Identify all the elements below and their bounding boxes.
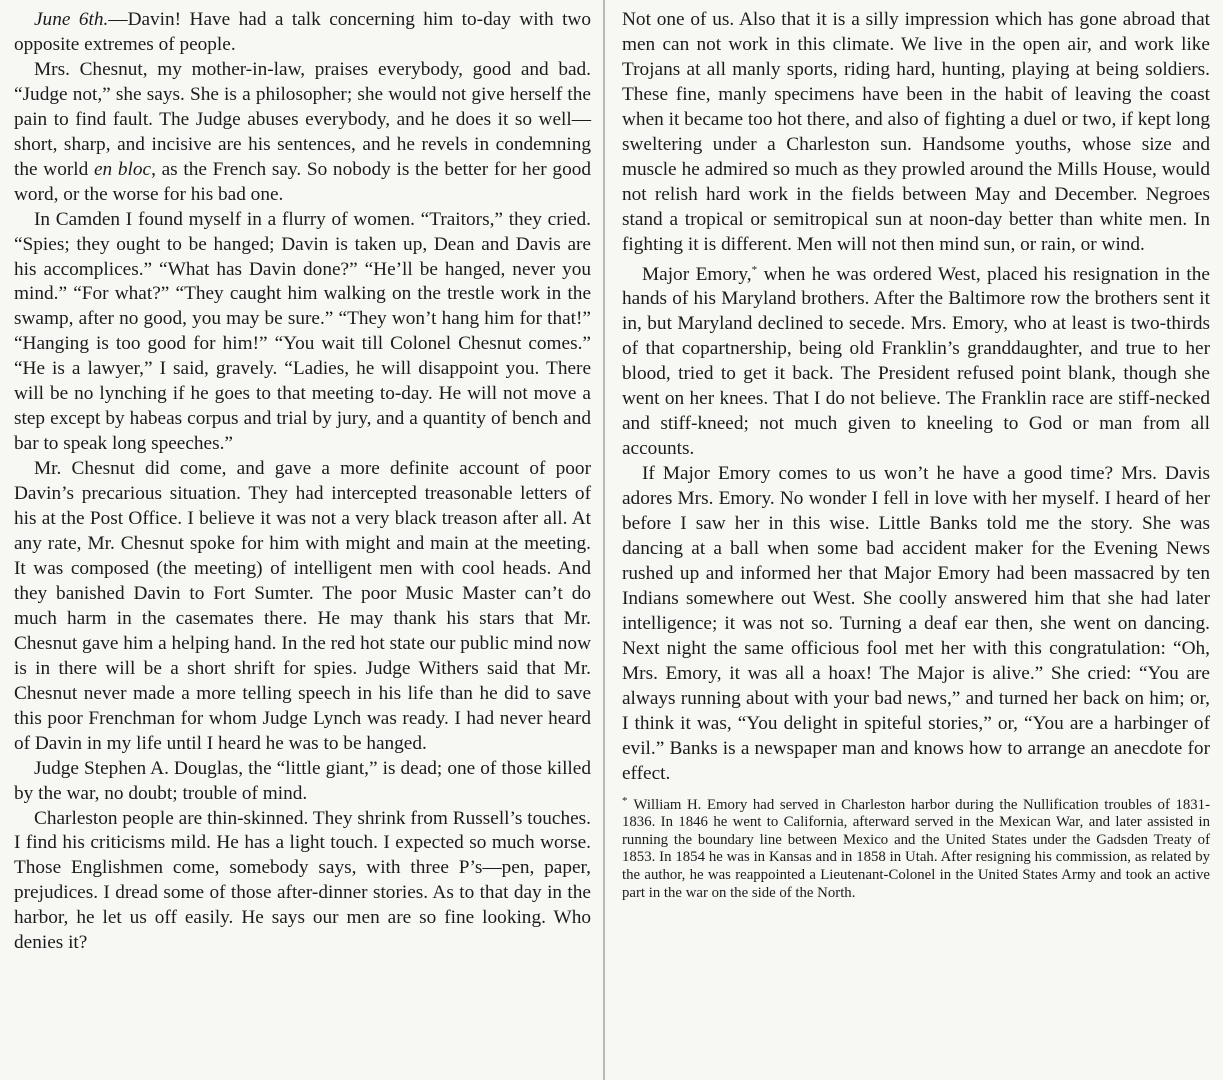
paragraph-text: , as the French say. So nobody is the better for her good word, or the worse for his bad one. xyxy=(14,158,591,205)
date-heading: June 6th. xyxy=(34,9,109,30)
italic-phrase: en bloc xyxy=(93,158,152,180)
paragraph-mrs-chesnut xyxy=(14,58,591,208)
paragraph-douglas: Judge Stephen A. Douglas, the “little giant,” is dead; one of those killed by the war, no doubt; trouble of mind. xyxy=(14,757,591,804)
paragraph-charleston: Charleston people are thin-skinned. They shrink from Russell’s touches. I find his criticisms mild. He has a light touch. I expected so much worse. Those Englishmen come, somebody says, with three P’s—pen, paper, prejudices. I dread some of those after-dinner stories. As to that day in the harbor, he let us off easily. He says our men are so fine looking. Who denies it? xyxy=(14,807,591,954)
footnote xyxy=(622,793,1210,903)
paragraph-major-emory xyxy=(622,258,1210,463)
left-column xyxy=(14,8,591,956)
footnote-mark: * xyxy=(622,794,628,807)
footnote-text: William H. Emory had served in Charleston harbor during the Nullification troubles of 1831-1836. In 1846 he went to California, afterward served in the Mexican War, and later assisted in running the boundary line between Mexico and the United States under the Gadsden Treaty of 1853. In 1854 he was in Kansas and in 1858 in Utah. After resigning his commission, as related by the author, he was reappointed a Lieutenant-Colonel in the United States Army and took an active part in the war on the side of the North. xyxy=(622,796,1210,901)
paragraph-text: —Davin! Have had a talk concerning him to-day with two opposite extremes of people. xyxy=(14,9,591,55)
paragraph-mr-chesnut: Mr. Chesnut did come, and gave a more definite account of poor Davin’s precarious situation. They had intercepted treasonable letters of his at the Post Office. I believe it was not a very black treason after all. At any rate, Mr. Chesnut spoke for him with might and main at the meeting. It was composed (the meeting) of intelligent men with cool heads. And they banished Davin to Fort Sumter. The poor Music Master can’t do much harm in the casemates there. He may thank his stars that Mr. Chesnut gave him a helping hand. In the red hot state our public mind now is in there will be a short shrift for spies. Judge Withers said that Mr. Chesnut never made a more telling speech in his life than he did to save this poor Frenchman for whom Judge Lynch was ready. I had never heard of Davin in my life until I heard he was to be hanged. xyxy=(14,458,591,754)
column-gutter xyxy=(603,0,605,1080)
paragraph-continued: Not one of us. Also that it is a silly impression which has gone abroad that men can not work in this climate. We live in the open air, and work like Trojans at all manly sports, riding hard, hunting, playing at being soldiers. These fine, manly specimens have been in the habit of leaving the coast when it became too hot there, and also of fighting a duel or two, if kept long sweltering under a Charleston sun. Handsome youths, whose size and muscle he admired so much as they prowled around the Mills House, would not relish hard work in the fields between May and December. Negroes stand a tropical or semitropical sun at noon-day better than white men. In fighting it is different. Men will not then mind sun, or rain, or wind. xyxy=(622,9,1210,255)
paragraph-text: Mrs. Chesnut, my mother-in-law, praises everybody, good and bad. “Judge not,” she says. She is a philosopher; she would not give herself the pain to find fault. The Judge abuses everybody, and he does it so well—short, sharp, and incisive are his sentences, and he revels in condemning the world xyxy=(14,58,591,180)
right-column xyxy=(622,8,1210,902)
footnote-reference: * xyxy=(751,263,758,276)
paragraph-june-6th xyxy=(14,8,591,58)
paragraph-text: when he was ordered West, placed his resignation in the hands of his Maryland brothers. After the Baltimore row the brothers sent it in, but Maryland declined to secede. Mrs. Emory, who at least is two-thirds of that copartnership, being old Franklin’s granddaughter, and true to her blood, tried to get it back. The President refused point blank, though she went on her knees. That I do not believe. The Franklin race are stiff-necked and stiff-kneed; not much given to kneeling to God or man from all accounts. xyxy=(622,263,1210,460)
paragraph-mrs-emory: If Major Emory comes to us won’t he have a good time? Mrs. Davis adores Mrs. Emory. No wonder I fell in love with her myself. I heard of her before I saw her in this wise. Little Banks told me the story. She was dancing at a ball when some bad accident maker for the Evening News rushed up and informed her that Major Emory had been massacred by ten Indians somewhere out West. She coolly answered him that she had later intelligence; it was not so. Turning a deaf ear then, she went on dancing. Next night the same officious fool met her with this congratulation: “Oh, Mrs. Emory, it was all a hoax! The Major is alive.” She cried: “You are always running about with your bad news,” and turned her back on him; or, I think it was, “You delight in spiteful stories,” or, “You are a harbinger of evil.” Banks is a newspaper man and knows how to arrange an anecdote for effect. xyxy=(622,463,1210,784)
paragraph-camden: In Camden I found myself in a flurry of women. “Traitors,” they cried. “Spies; they ought to be hanged; Davin is taken up, Dean and Davis are his accomplices.” “What has Davin done?” “He’ll be hanged, never you mind.” “For what?” “They caught him walking on the trestle work in the swamp, after no good, you may be sure.” “They won’t hang him for that!” “Hanging is too good for him!” “You wait till Colonel Chesnut comes.” “He is a lawyer,” I said, gravely. “Ladies, he will disappoint you. There will be no lynching if he goes to that meeting to-day. He will not move a step except by habeas corpus and trial by jury, and a quantity of bench and bar to speak long speeches.” xyxy=(14,208,591,455)
paragraph-text: Major Emory, xyxy=(642,263,752,285)
